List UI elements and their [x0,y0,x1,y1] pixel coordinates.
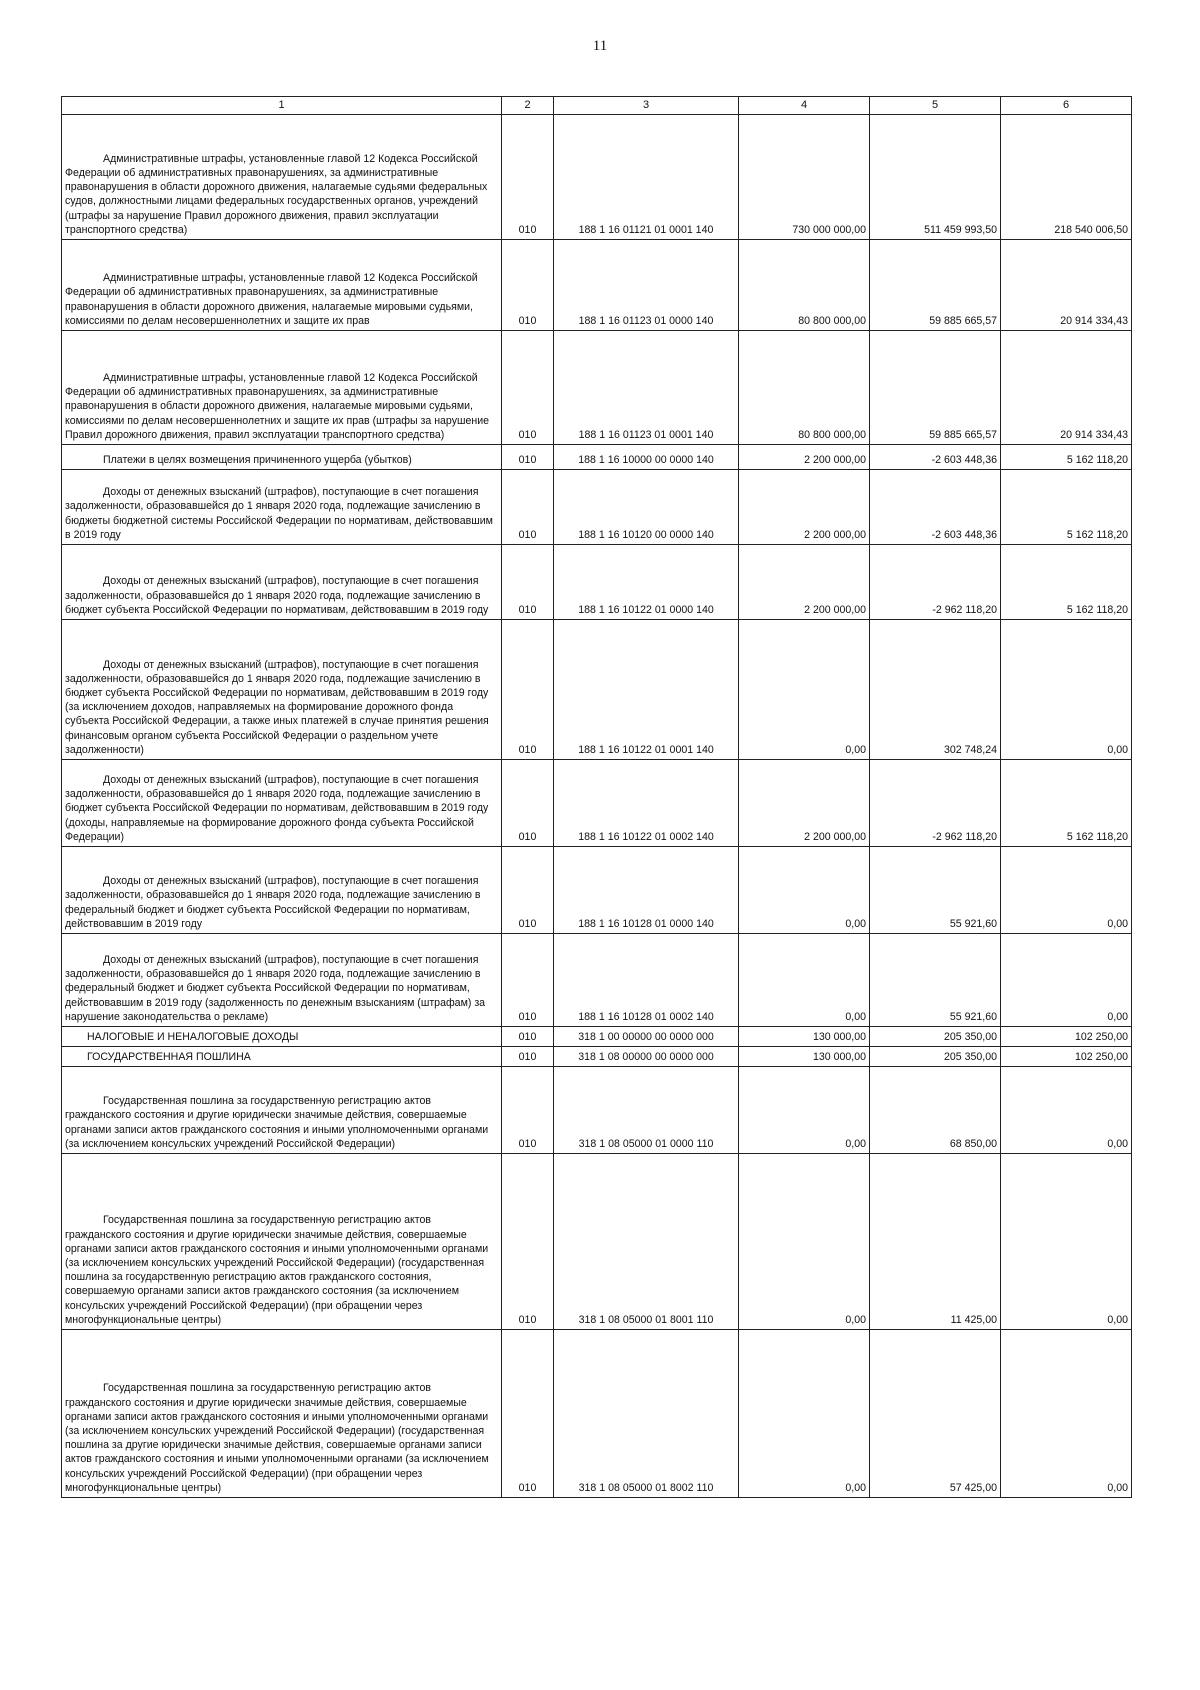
column-header-3: 3 [554,97,739,115]
row-actual-amount: 11 425,00 [870,1154,1001,1330]
row-plan-amount: 0,00 [739,847,870,934]
page-number: 11 [592,38,608,54]
row-budget-code: 188 1 16 10128 01 0000 140 [554,847,739,934]
table-row [62,545,1132,620]
row-name-text: Платежи в целях возмещения причиненного ущерба (убытков) [103,453,412,466]
row-name [62,470,502,545]
table-row [62,445,1132,470]
row-name [62,545,502,620]
row-name [62,115,502,240]
row-line-code: 010 [502,1154,554,1330]
column-header-2: 2 [502,97,554,115]
row-name-text: Административные штрафы, установленные главой 12 Кодекса Российской Федерации об административных правонарушениях, за административные правонарушения в области дорожного движения, налагаемые мировыми судьями, комиссиями по делам несовершеннолетних и защите их прав [65,272,478,327]
row-budget-code: 318 1 08 05000 01 8001 110 [554,1154,739,1330]
row-remainder-amount: 5 162 118,20 [1001,445,1132,470]
row-plan-amount: 2 200 000,00 [739,760,870,847]
table-row [62,115,1132,240]
row-plan-amount: 0,00 [739,934,870,1027]
row-plan-amount: 130 000,00 [739,1027,870,1047]
row-name [62,445,502,470]
row-line-code: 010 [502,470,554,545]
row-actual-amount: -2 603 448,36 [870,445,1001,470]
row-remainder-amount: 0,00 [1001,847,1132,934]
row-budget-code: 188 1 16 10122 01 0000 140 [554,545,739,620]
row-line-code: 010 [502,760,554,847]
column-header-1: 1 [62,97,502,115]
table-row [62,847,1132,934]
row-actual-amount: 68 850,00 [870,1067,1001,1154]
table-row [62,1154,1132,1330]
row-budget-code: 188 1 16 10128 01 0002 140 [554,934,739,1027]
row-budget-code: 318 1 00 00000 00 0000 000 [554,1027,739,1047]
row-plan-amount: 0,00 [739,1154,870,1330]
row-plan-amount: 130 000,00 [739,1047,870,1067]
row-remainder-amount: 5 162 118,20 [1001,760,1132,847]
table-row [62,1027,1132,1047]
table-row [62,620,1132,760]
header-row [62,97,1132,115]
row-name-text: Доходы от денежных взысканий (штрафов), поступающие в счет погашения задолженности, образовавшейся до 1 января 2020 года, подлежащие зачислению в федеральный бюджет и бюджет субъекта Российской Федерации по нормативам, действовавшим в 2019 году (задолженность по денежным взысканиям (штрафам) за нарушение законодательства о рекламе) [65,953,486,1023]
row-name [62,1067,502,1154]
column-header-6: 6 [1001,97,1132,115]
row-remainder-amount: 20 914 334,43 [1001,331,1132,445]
row-name-text: Доходы от денежных взысканий (штрафов), поступающие в счет погашения задолженности, образовавшейся до 1 января 2020 года, подлежащие зачислению в бюджет субъекта Российской Федерации по нормативам, действовавшим в 2019 году [65,575,489,616]
row-actual-amount: 55 921,60 [870,934,1001,1027]
row-budget-code: 188 1 16 10122 01 0001 140 [554,620,739,760]
row-remainder-amount: 0,00 [1001,1330,1132,1498]
row-budget-code: 188 1 16 01123 01 0000 140 [554,240,739,331]
row-plan-amount: 2 200 000,00 [739,470,870,545]
row-actual-amount: 57 425,00 [870,1330,1001,1498]
table-row [62,240,1132,331]
row-line-code: 010 [502,115,554,240]
row-name-text: Доходы от денежных взысканий (штрафов), поступающие в счет погашения задолженности, образовавшейся до 1 января 2020 года, подлежащие зачислению в бюджеты бюджетной системы Российской Федерации по нормативам, действовавшим в 2019 году [65,486,493,541]
row-remainder-amount: 5 162 118,20 [1001,470,1132,545]
row-line-code: 010 [502,1067,554,1154]
row-actual-amount: 205 350,00 [870,1047,1001,1067]
row-name-text: Административные штрафы, установленные главой 12 Кодекса Российской Федерации об административных правонарушениях, за административные правонарушения в области дорожного движения, налагаемые мировыми судьями, комиссиями по делам несовершеннолетних и защите их прав (штрафы за нарушение Правил дорожного движения, правил эксплуатации транспортного средства) [65,371,490,441]
row-remainder-amount: 0,00 [1001,1067,1132,1154]
row-name-text: Доходы от денежных взысканий (штрафов), поступающие в счет погашения задолженности, образовавшейся до 1 января 2020 года, подлежащие зачислению в федеральный бюджет и бюджет субъекта Российской Федерации по нормативам, действовавшим в 2019 году [65,875,481,930]
row-name-text: Административные штрафы, установленные главой 12 Кодекса Российской Федерации об административных правонарушениях, за административные правонарушения в области дорожного движения, налагаемые судьями федеральных судов, должностными лицами федеральных государственных органов, учреждений (штрафы за нарушение Правил дорожного движения, правил эксплуатации транспортного средства) [65,152,488,236]
row-actual-amount: 59 885 665,57 [870,240,1001,331]
row-plan-amount: 80 800 000,00 [739,240,870,331]
row-line-code: 010 [502,1330,554,1498]
row-plan-amount: 0,00 [739,1330,870,1498]
revenue-table [61,96,1132,1498]
row-name [62,620,502,760]
row-remainder-amount: 20 914 334,43 [1001,240,1132,331]
row-plan-amount: 2 200 000,00 [739,445,870,470]
row-remainder-amount: 102 250,00 [1001,1047,1132,1067]
row-name-text: НАЛОГОВЫЕ И НЕНАЛОГОВЫЕ ДОХОДЫ [87,1030,299,1043]
row-actual-amount: 511 459 993,50 [870,115,1001,240]
table-row [62,1067,1132,1154]
row-name-text: Государственная пошлина за государственную регистрацию актов гражданского состояния и другие юридически значимые действия, совершаемые органами записи актов гражданского состояния и иными уполномоченными органами (за исключением консульских учреждений Российской Федерации) [65,1095,489,1150]
row-budget-code: 188 1 16 10122 01 0002 140 [554,760,739,847]
row-budget-code: 188 1 16 01123 01 0001 140 [554,331,739,445]
row-name [62,760,502,847]
row-line-code: 010 [502,934,554,1027]
row-name-text: Государственная пошлина за государственную регистрацию актов гражданского состояния и другие юридически значимые действия, совершаемые органами записи актов гражданского состояния и иными уполномоченными органами (за исключением консульских учреждений Российской Федерации) (государственная пошлина за другие юридически значимые действия, совершаемые органами записи актов гражданского состояния и иными уполномоченными органами (за исключением консульских учреждений Российской Федерации) (при обращении через многофункциональные центры) [65,1382,489,1494]
row-name [62,331,502,445]
row-remainder-amount: 0,00 [1001,620,1132,760]
table-row [62,760,1132,847]
row-actual-amount: 302 748,24 [870,620,1001,760]
row-line-code: 010 [502,240,554,331]
row-line-code: 010 [502,1027,554,1047]
column-header-4: 4 [739,97,870,115]
row-budget-code: 188 1 16 01121 01 0001 140 [554,115,739,240]
row-line-code: 010 [502,620,554,760]
row-line-code: 010 [502,1047,554,1067]
row-name [62,1047,502,1067]
row-remainder-amount: 0,00 [1001,1154,1132,1330]
table-body [62,115,1132,1498]
row-remainder-amount: 0,00 [1001,934,1132,1027]
table-row [62,331,1132,445]
row-name [62,240,502,331]
row-actual-amount: -2 603 448,36 [870,470,1001,545]
row-budget-code: 188 1 16 10000 00 0000 140 [554,445,739,470]
row-actual-amount: 55 921,60 [870,847,1001,934]
row-budget-code: 318 1 08 00000 00 0000 000 [554,1047,739,1067]
row-remainder-amount: 218 540 006,50 [1001,115,1132,240]
row-name [62,1330,502,1498]
table-row [62,1330,1132,1498]
row-name [62,1154,502,1330]
row-name [62,847,502,934]
row-remainder-amount: 5 162 118,20 [1001,545,1132,620]
row-name-text: Доходы от денежных взысканий (штрафов), поступающие в счет погашения задолженности, образовавшейся до 1 января 2020 года, подлежащие зачислению в бюджет субъекта Российской Федерации по нормативам, действовавшим в 2019 году (за исключением доходов, направляемых на формирование дорожного фонда субъекта Российской Федерации, а также иных платежей в случае принятия решения финансовым органом субъекта Российской Федерации о раздельном учете задолженности) [65,658,489,756]
row-name [62,1027,502,1047]
row-remainder-amount: 102 250,00 [1001,1027,1132,1047]
row-actual-amount: -2 962 118,20 [870,760,1001,847]
row-name-text: Доходы от денежных взысканий (штрафов), поступающие в счет погашения задолженности, образовавшейся до 1 января 2020 года, подлежащие зачислению в бюджет субъекта Российской Федерации по нормативам, действовавшим в 2019 году (доходы, направляемые на формирование дорожного фонда субъекта Российской Федерации) [65,773,489,843]
row-line-code: 010 [502,445,554,470]
row-name-text: Государственная пошлина за государственную регистрацию актов гражданского состояния и другие юридически значимые действия, совершаемые органами записи актов гражданского состояния и иными уполномоченными органами (за исключением консульских учреждений Российской Федерации) (государственная пошлина за государственную регистрацию актов гражданского состояния, совершаемую органами записи актов гражданского состояния (за исключением консульских учреждений Российской Федерации) (при обращении через многофункциональные центры) [65,1214,489,1326]
row-actual-amount: 205 350,00 [870,1027,1001,1047]
column-header-5: 5 [870,97,1001,115]
row-actual-amount: 59 885 665,57 [870,331,1001,445]
table-row [62,934,1132,1027]
row-actual-amount: -2 962 118,20 [870,545,1001,620]
row-plan-amount: 2 200 000,00 [739,545,870,620]
row-plan-amount: 0,00 [739,620,870,760]
row-line-code: 010 [502,545,554,620]
row-plan-amount: 730 000 000,00 [739,115,870,240]
row-plan-amount: 80 800 000,00 [739,331,870,445]
table-row [62,1047,1132,1067]
row-name [62,934,502,1027]
row-name-text: ГОСУДАРСТВЕННАЯ ПОШЛИНА [87,1050,251,1063]
table-header [62,97,1132,115]
row-budget-code: 318 1 08 05000 01 0000 110 [554,1067,739,1154]
row-budget-code: 318 1 08 05000 01 8002 110 [554,1330,739,1498]
table-row [62,470,1132,545]
row-plan-amount: 0,00 [739,1067,870,1154]
row-line-code: 010 [502,847,554,934]
row-budget-code: 188 1 16 10120 00 0000 140 [554,470,739,545]
row-line-code: 010 [502,331,554,445]
